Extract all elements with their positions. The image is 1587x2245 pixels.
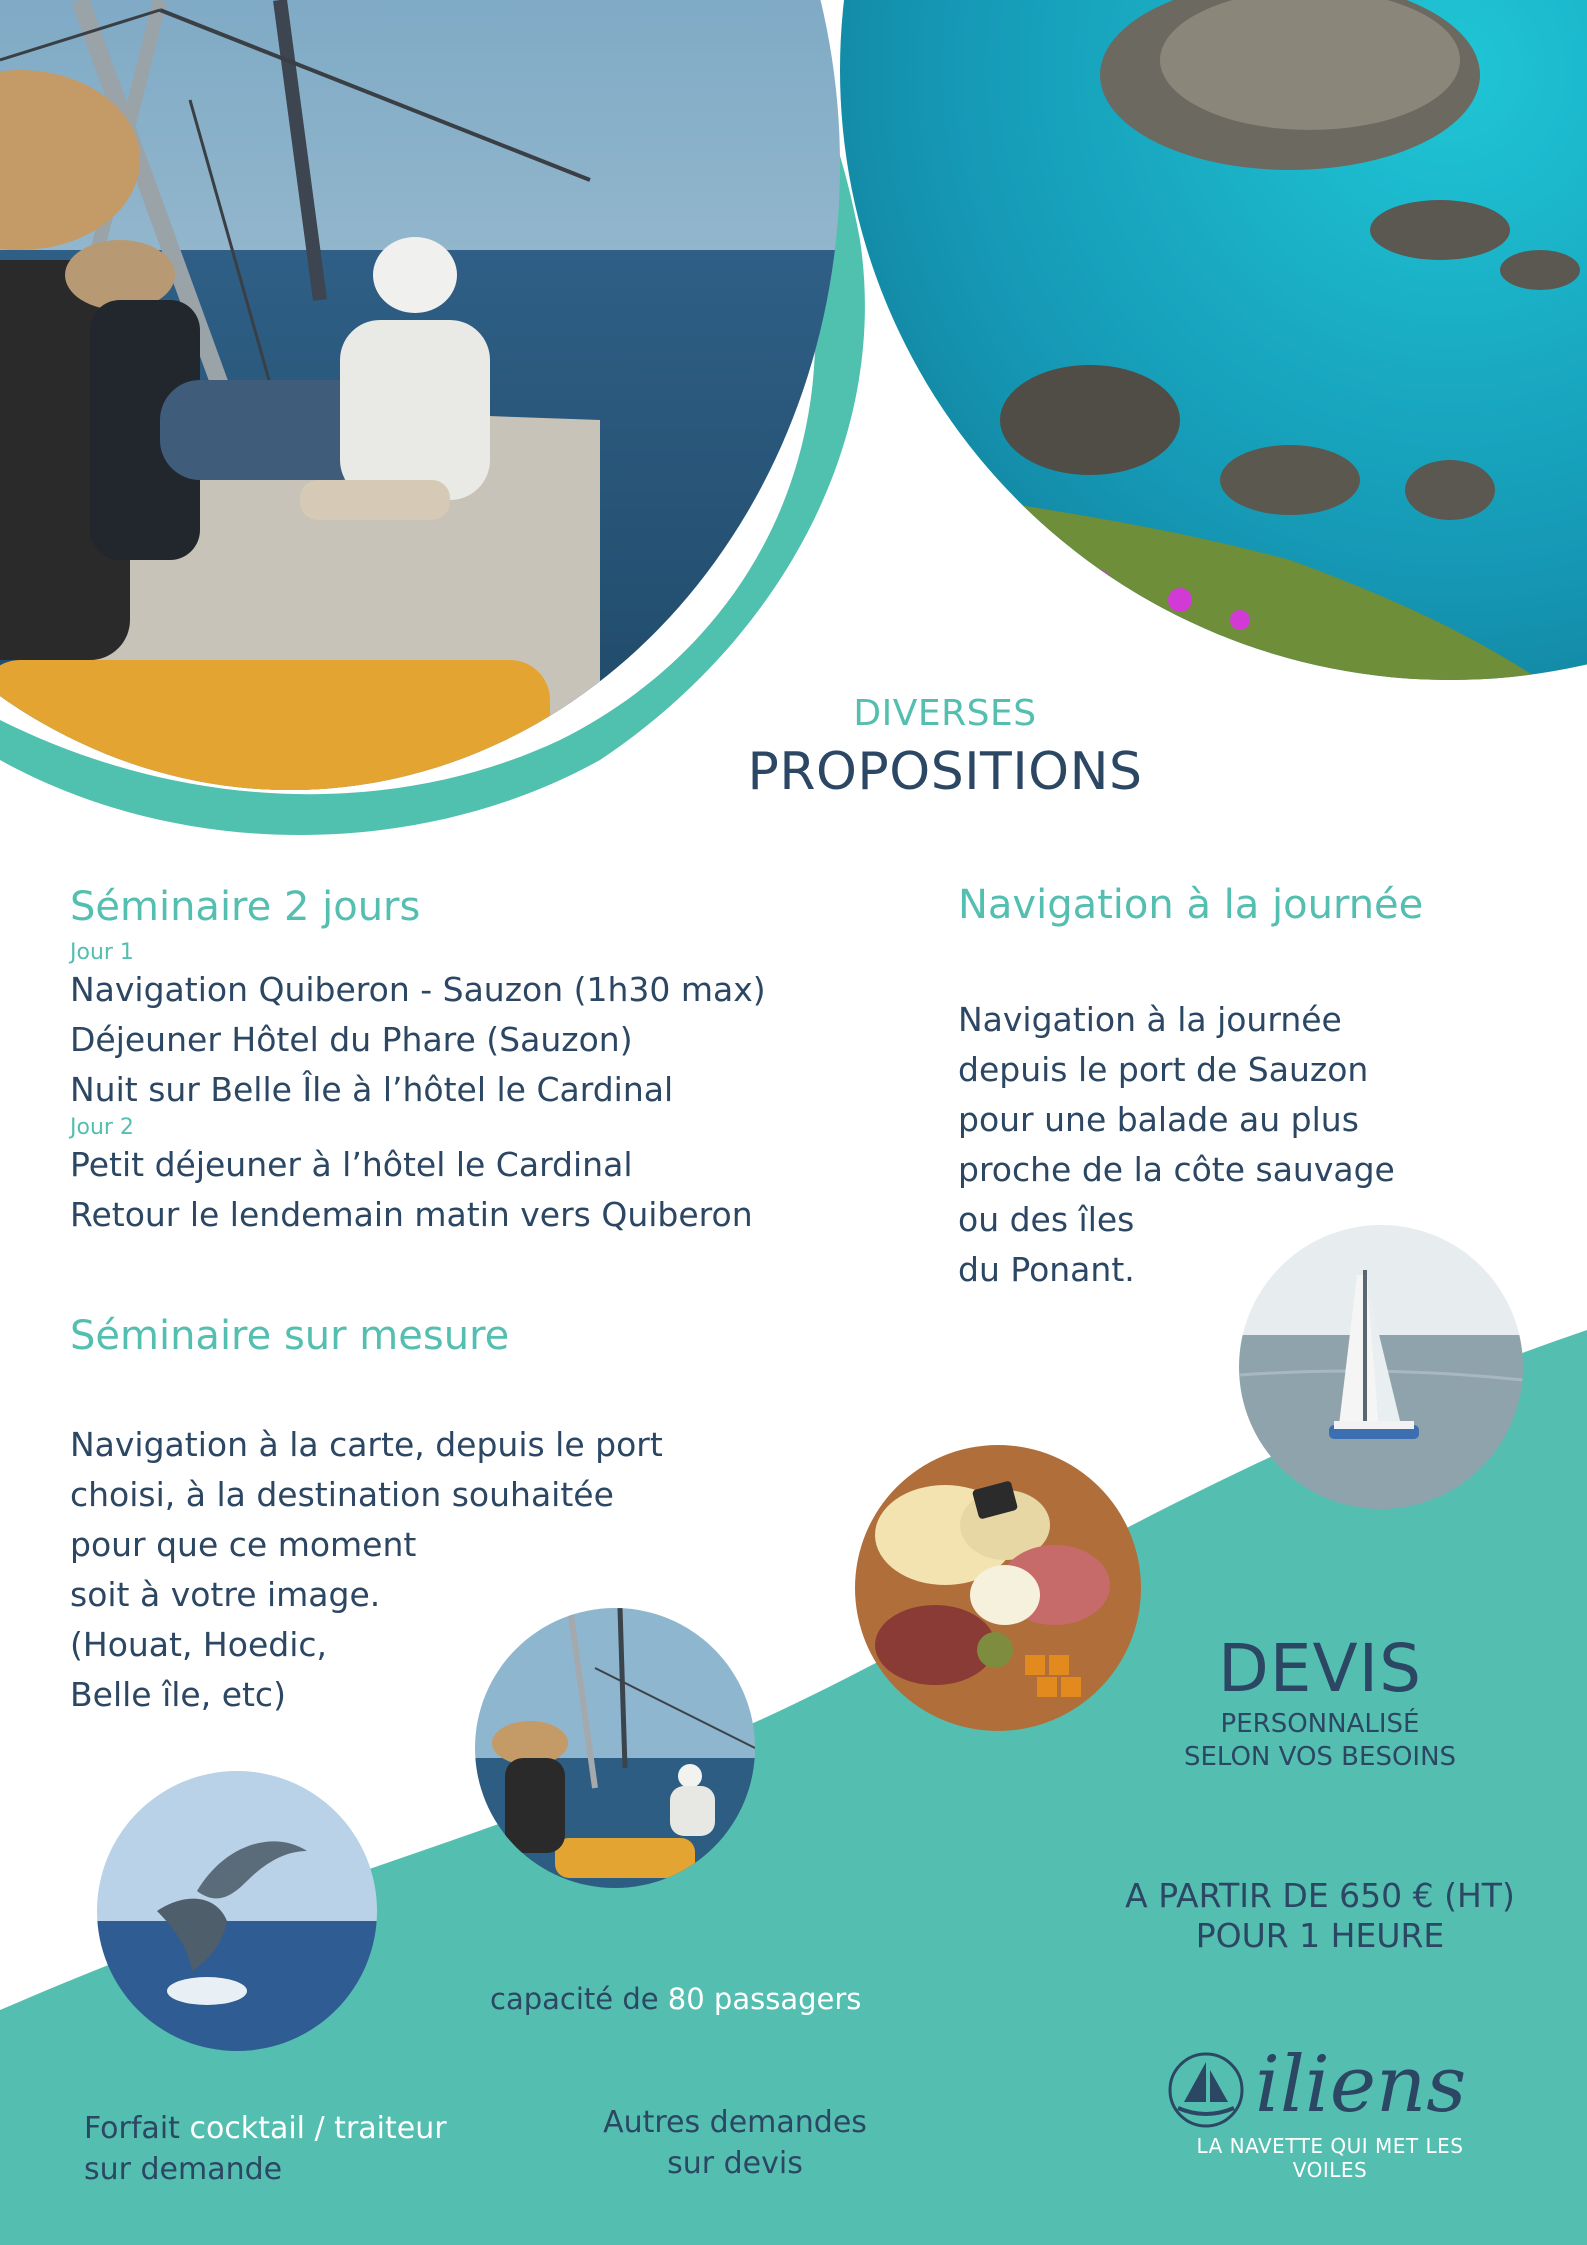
photo-passengers-deck bbox=[475, 1608, 755, 1888]
text-line: du Ponant. bbox=[958, 1250, 1135, 1289]
devis-subtitle bbox=[1130, 1708, 1510, 1774]
text-line: ou des îles bbox=[958, 1200, 1135, 1239]
logo-tagline: LA NAVETTE QUI MET LES VOILES bbox=[1196, 2134, 1464, 2182]
photo-catamaran bbox=[1239, 1225, 1523, 1509]
forfait-highlight: cocktail / traiteur bbox=[189, 2111, 447, 2146]
price-info bbox=[1080, 1876, 1560, 1956]
price-duration: POUR 1 HEURE bbox=[1195, 1916, 1445, 1955]
price-line: A PARTIR DE 650 € (HT) bbox=[1125, 1876, 1515, 1915]
itinerary-line: Petit déjeuner à l’hôtel le Cardinal bbox=[70, 1145, 633, 1184]
forfait-prefix: Forfait bbox=[84, 2111, 190, 2146]
text-line: soit à votre image. bbox=[70, 1575, 381, 1614]
capacity-value: 80 passagers bbox=[667, 1982, 862, 2016]
navigation-journee-title: Navigation à la journée bbox=[958, 882, 1424, 928]
forfait-line2: sur demande bbox=[84, 2152, 283, 2187]
devis-title: DEVIS bbox=[1217, 1630, 1423, 1707]
devis-sub-line: SELON VOS BESOINS bbox=[1183, 1742, 1457, 1772]
text-line: choisi, à la destination souhaitée bbox=[70, 1475, 614, 1514]
forfait-text bbox=[84, 2108, 544, 2190]
itinerary-line: Retour le lendemain matin vers Quiberon bbox=[70, 1195, 753, 1234]
itinerary-line: Navigation Quiberon - Sauzon (1h30 max) bbox=[70, 970, 766, 1009]
itinerary-line: Déjeuner Hôtel du Phare (Sauzon) bbox=[70, 1020, 633, 1059]
text-line: proche de la côte sauvage bbox=[958, 1150, 1395, 1189]
devis-sub-line: PERSONNALISÉ bbox=[1220, 1709, 1420, 1739]
text-line: (Houat, Hoedic, bbox=[70, 1625, 327, 1664]
seminaire-2-jours-block bbox=[70, 884, 870, 1240]
capacity-text bbox=[490, 1982, 910, 2016]
day1-label: Jour 1 bbox=[70, 940, 134, 965]
section-title: PROPOSITIONS bbox=[747, 742, 1143, 802]
text-line: pour que ce moment bbox=[70, 1525, 417, 1564]
text-line: Navigation à la carte, depuis le port bbox=[70, 1425, 663, 1464]
logo-wordmark: iliens bbox=[1255, 2040, 1467, 2130]
text-line: pour une balade au plus bbox=[958, 1100, 1359, 1139]
photo-charcuterie-board bbox=[855, 1445, 1141, 1731]
capacity-prefix: capacité de bbox=[490, 1982, 668, 2016]
autres-line2: sur devis bbox=[667, 2146, 803, 2181]
text-line: Navigation à la journée bbox=[958, 1000, 1342, 1039]
photo-dolphins bbox=[97, 1771, 377, 2051]
autres-line1: Autres demandes bbox=[603, 2105, 867, 2140]
seminaire-2-jours-title: Séminaire 2 jours bbox=[70, 884, 421, 930]
logo-boat-emblem-icon bbox=[1166, 2050, 1246, 2130]
day2-label: Jour 2 bbox=[70, 1115, 134, 1140]
itinerary-line: Nuit sur Belle Île à l’hôtel le Cardinal bbox=[70, 1070, 674, 1109]
autres-demandes-text bbox=[580, 2102, 890, 2184]
section-kicker: DIVERSES bbox=[853, 693, 1037, 734]
seminaire-mesure-title: Séminaire sur mesure bbox=[70, 1313, 510, 1359]
text-line: depuis le port de Sauzon bbox=[958, 1050, 1369, 1089]
text-line: Belle île, etc) bbox=[70, 1675, 286, 1714]
